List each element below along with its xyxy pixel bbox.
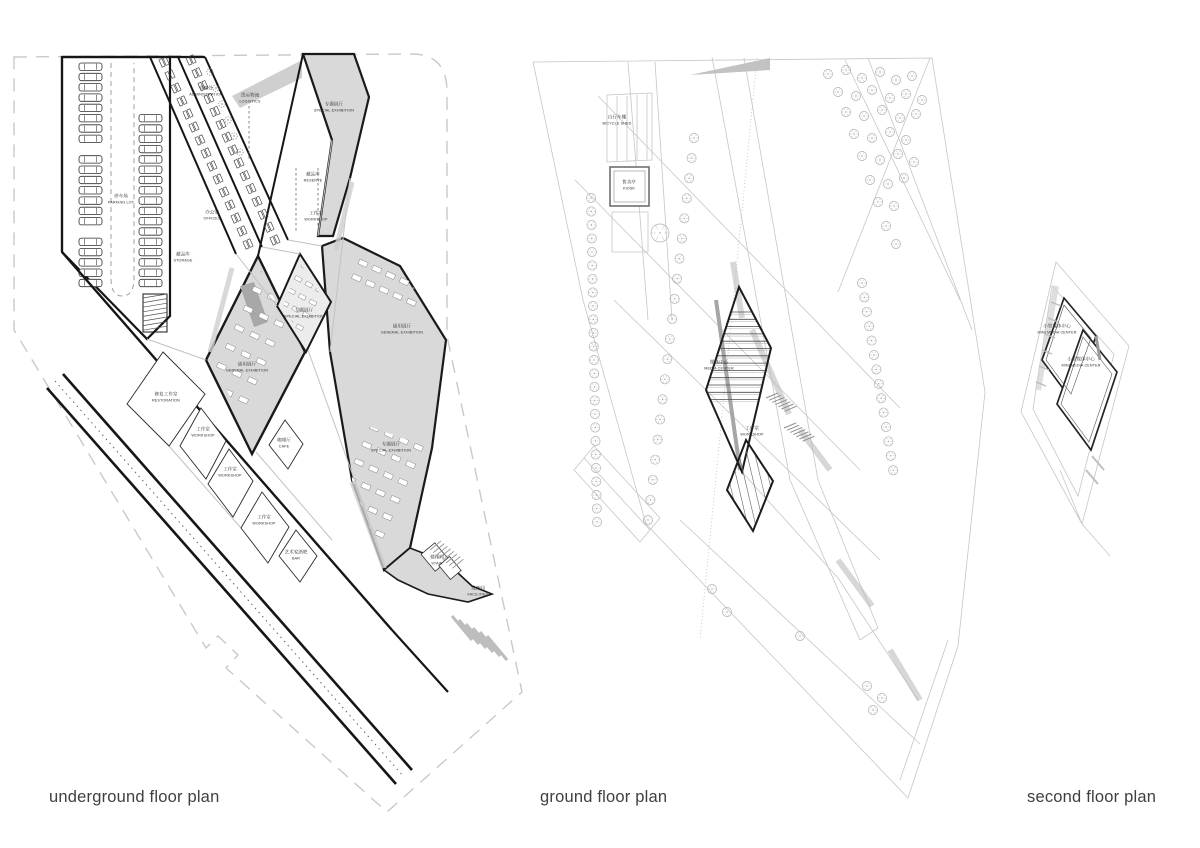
paving-stripes xyxy=(452,616,507,660)
room-label: 咖啡厅 CAFE xyxy=(277,437,291,449)
lower-stripes xyxy=(1086,456,1104,484)
room-label: 通用展厅 GENERAL EXHIBITION xyxy=(380,323,424,335)
room-label: 专题展厅 SPECIAL EXHIBITION xyxy=(283,307,325,319)
room-label: 工作室 WORKSHOP xyxy=(252,514,276,526)
room-label: 停车场 PARKING LOT xyxy=(107,193,135,205)
room-label: 办公室 OFFICES xyxy=(203,209,221,221)
room-label: 货运物流 LOGISTICS xyxy=(239,92,261,104)
room-label: 藏品库 STORAGE xyxy=(173,251,193,263)
room-label: 工作室 WORKSHOP xyxy=(218,466,242,478)
room-label: 工作室 WORKSHOP xyxy=(740,425,764,437)
room-label: 小型媒体中心 MINI MEDIA CENTER xyxy=(1037,323,1077,335)
room-label: 艺术家酒吧 BAR xyxy=(284,549,308,561)
room-label: 设备间 FACILITIES xyxy=(467,585,489,597)
room-label: 通用展厅 GENERAL EXHIBITION xyxy=(225,361,269,373)
room-label: 售卖亭 KIOSK xyxy=(622,179,636,191)
room-label: 自行车棚 BICYCLE SHED xyxy=(602,114,632,126)
site-network xyxy=(533,57,985,798)
room-label: 专题展厅 SPECIAL EXHIBITION xyxy=(313,101,355,113)
caption-second-floor-plan: second floor plan xyxy=(1027,788,1157,806)
room-label: 专题展厅 SPECIAL EXHIBITION xyxy=(370,441,412,453)
kiosk-building xyxy=(610,167,649,206)
room-label: 小型媒体中心 MINI MEDIA CENTER xyxy=(1061,356,1101,368)
room-label: 工作室 WORKSHOP xyxy=(191,426,215,438)
room-label: 藏品库 RESERVE xyxy=(303,171,323,183)
second-floor-plan-drawing xyxy=(1021,262,1129,556)
room-label: 楼梯间 STAIR xyxy=(430,554,444,566)
room-label: 修复工作室 RESTORATION xyxy=(151,391,181,403)
special-exhibition-band xyxy=(303,54,369,236)
room-label: 媒体中心 MEDIA CENTER xyxy=(704,359,734,371)
underground-floor-plan-drawing xyxy=(14,54,522,812)
trees xyxy=(586,65,926,714)
workshop-hatch xyxy=(714,450,790,535)
room-label: 管理处 ADMINISTRATION xyxy=(189,85,223,97)
caption-ground-floor-plan: ground floor plan xyxy=(540,788,668,806)
ground-floor-plan-drawing xyxy=(533,57,985,798)
caption-underground-floor-plan: underground floor plan xyxy=(49,788,220,806)
outdoor-stairs xyxy=(784,423,815,441)
room-label: 工作室 WORKSHOP xyxy=(304,210,328,222)
walkway-shade xyxy=(232,60,302,108)
building-edge xyxy=(392,630,448,692)
grid-dashes xyxy=(249,106,318,232)
